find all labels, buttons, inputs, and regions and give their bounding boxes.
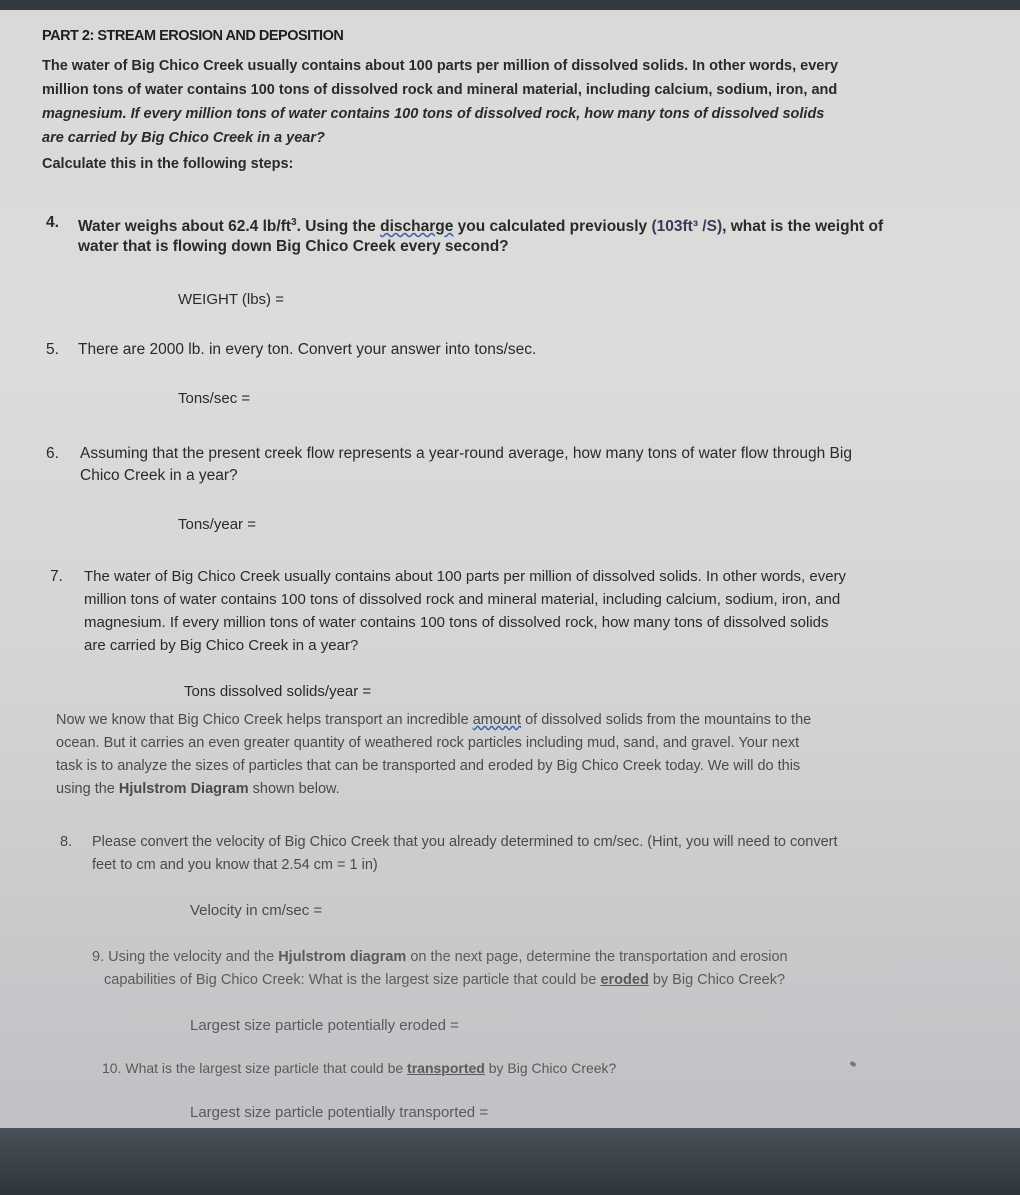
bottom-background	[0, 1128, 1020, 1195]
q9-line-1: 9. Using the velocity and the Hjulstrom diagram on the next page, determine the transportation and erosion	[92, 949, 788, 965]
q8-answer-label: Velocity in cm/sec =	[190, 902, 323, 919]
transition-line-4: using the Hjulstrom Diagram shown below.	[56, 781, 340, 797]
q9-answer-label: Largest size particle potentially eroded =	[190, 1017, 459, 1034]
q4-line-1: Water weighs about 62.4 $lb/ft^3$. Using the discharge you calculated previously (103ft³ /S), what is the weight of	[78, 217, 884, 236]
q10-answer-label: Largest size particle potentially transported =	[190, 1104, 489, 1121]
q6-line-2: Chico Creek in a year?	[80, 467, 238, 484]
q5-number: 5.	[46, 341, 59, 358]
q8-line-2: feet to cm and you know that 2.54 cm = 1 in)	[92, 857, 378, 873]
intro-line-4: are carried by Big Chico Creek in a year?	[42, 130, 325, 146]
q6-number: 6.	[46, 445, 59, 462]
q7-line-3: magnesium. If every million tons of water contains 100 tons of dissolved rock, how many tons of dissolved solids	[84, 614, 829, 631]
q7-answer-label: Tons dissolved solids/year =	[184, 683, 372, 700]
page-title: PART 2: STREAM EROSION AND DEPOSITION	[42, 28, 344, 44]
intro-line-2: million tons of water contains 100 tons of dissolved rock and mineral material, including calcium, sodium, iron, and	[42, 82, 838, 98]
q7-line-2: million tons of water contains 100 tons of dissolved rock and mineral material, including calcium, sodium, iron, and	[84, 591, 841, 608]
transition-line-3: task is to analyze the sizes of particles that can be transported and eroded by Big Chico Creek today. We will do this	[56, 758, 801, 774]
q4-answer-label: WEIGHT (lbs) =	[178, 291, 284, 308]
intro-line-3: magnesium. If every million tons of water contains 100 tons of dissolved rock, how many tons of dissolved solids	[42, 106, 825, 122]
q6-answer-label: Tons/year =	[178, 516, 256, 533]
worksheet-page	[0, 10, 1020, 1128]
q8-number: 8.	[60, 834, 73, 850]
q10-line-1: 10. What is the largest size particle that could be transported by Big Chico Creek?	[102, 1060, 617, 1076]
intro-line-1: The water of Big Chico Creek usually contains about 100 parts per million of dissolved solids. In other words, every	[42, 58, 839, 74]
transition-line-1: Now we know that Big Chico Creek helps transport an incredible amount of dissolved solids from the mountains to the	[56, 712, 812, 728]
q7-line-4: are carried by Big Chico Creek in a year?	[84, 637, 359, 654]
discharge-link: discharge	[380, 218, 454, 236]
q7-number: 7.	[50, 568, 63, 585]
q4-number: 4.	[46, 214, 59, 231]
intro-line-5: Calculate this in the following steps:	[42, 156, 294, 172]
hjulstrom-diagram-ref: Hjulstrom Diagram	[118, 781, 249, 797]
q8-line-1: Please convert the velocity of Big Chico Creek that you already determined to cm/sec. (Hint, you will need to convert	[92, 834, 838, 850]
q5-answer-label: Tons/sec =	[178, 390, 251, 407]
amount-link: amount	[472, 712, 522, 728]
q9-line-2: capabilities of Big Chico Creek: What is the largest size particle that could be eroded by Big Chico Creek?	[104, 972, 786, 988]
q5-line-1: There are 2000 lb. in every ton. Convert your answer into tons/sec.	[78, 341, 537, 358]
q6-line-1: Assuming that the present creek flow represents a year-round average, how many tons of water flow through Big	[80, 445, 852, 462]
stray-mark	[849, 1061, 856, 1068]
q4-line-2: water that is flowing down Big Chico Creek every second?	[78, 238, 509, 255]
q7-line-1: The water of Big Chico Creek usually contains about 100 parts per million of dissolved solids. In other words, every	[84, 568, 847, 585]
transition-line-2: ocean. But it carries an even greater quantity of weathered rock particles including mud, sand, and gravel. Your next	[56, 735, 800, 751]
